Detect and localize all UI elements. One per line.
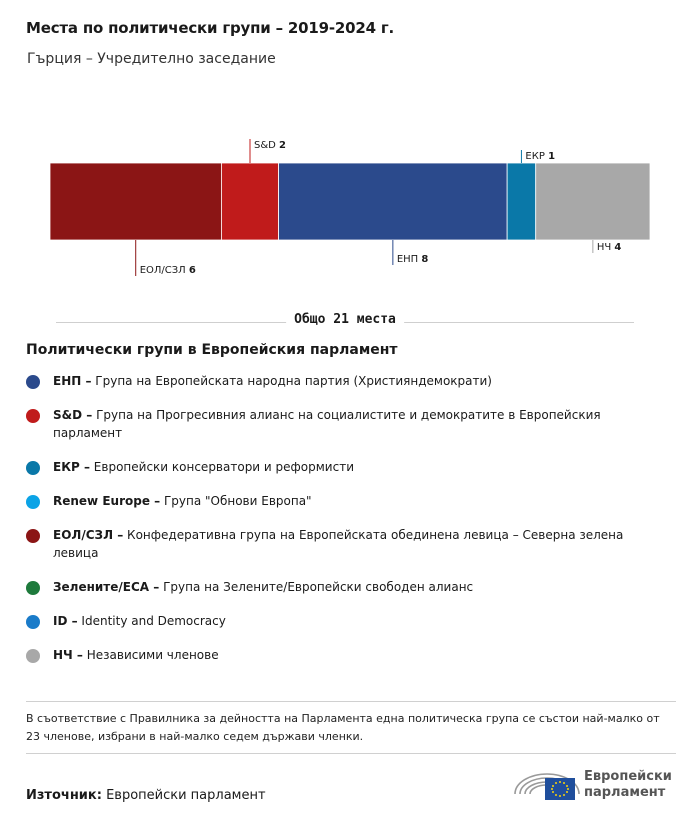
legend-item-abbr: НЧ – [53, 648, 83, 662]
legend-circle-icon [26, 461, 40, 475]
segment-label-5: НЧ 4 [596, 242, 622, 253]
seat-bar-chart [0, 130, 700, 290]
chart-title: Места по политически групи – 2019-2024 г. [26, 19, 395, 37]
legend-item-text [53, 406, 653, 442]
ep-logo [512, 764, 682, 804]
legend-item-description: Европейски консерватори и реформисти [89, 460, 354, 474]
legend-item-text [53, 372, 653, 390]
legend-item-abbr: S&D – [53, 408, 93, 422]
legend-circle-icon [26, 409, 40, 423]
legend-item-text [53, 458, 653, 476]
segment-label-2: S&D 2 [254, 140, 286, 151]
segment-label-1: ЕОЛ/СЗЛ 6 [139, 265, 196, 276]
segment-label-3: ЕНП 8 [396, 254, 429, 265]
total-seats-label: Общо 21 места [286, 312, 404, 327]
bar-segment-3 [279, 163, 508, 240]
chart-subtitle: Гърция – Учредително заседание [27, 51, 276, 67]
bar-segment-2 [221, 163, 278, 240]
logo-line-2: парламент [584, 785, 666, 800]
legend-item-text [53, 492, 653, 510]
legend-circle-icon [26, 529, 40, 543]
legend-item-description: Група на Прогресивния алианс на социалистите и демократите в Европейския парламент [53, 408, 601, 440]
legend-item-text [53, 578, 653, 596]
source [26, 788, 266, 803]
note-top-rule [26, 701, 676, 702]
legend-item-description: Група на Европейската народна партия (Християндемократи) [91, 374, 492, 388]
source-text: Европейски парламент [101, 788, 266, 803]
legend-item-abbr: ЕОЛ/СЗЛ – [53, 528, 124, 542]
legend-circle-icon [26, 649, 40, 663]
bar-segment-5 [536, 163, 650, 240]
legend-circle-icon [26, 495, 40, 509]
legend-item-abbr: ЕНП – [53, 374, 92, 388]
bar-segment-4 [507, 163, 536, 240]
legend-item-description: Независими членове [82, 648, 219, 662]
ep-hemicycle-icon [512, 764, 582, 804]
legend-item-description: Конфедеративна група на Европейската обединена левица – Северна зелена левица [53, 528, 624, 560]
legend-item-description: Група на Зелените/Европейски свободен алианс [159, 580, 474, 594]
legend-title: Политически групи в Европейския парламент [26, 342, 398, 358]
legend-item-description: Identity and Democracy [77, 614, 226, 628]
footnote: В съответствие с Правилника за дейността на Парламента една политическа група се състои най-малко от 23 членове, избрани в най-малко седем държави членки. [26, 712, 660, 743]
legend-circle-icon [26, 581, 40, 595]
note-bottom-rule [26, 753, 676, 754]
legend-item-abbr: ЕКР – [53, 460, 90, 474]
legend-item-abbr: ID – [53, 614, 78, 628]
legend-item-description: Група "Обнови Европа" [160, 494, 312, 508]
legend-item-text [53, 612, 653, 630]
segment-label-4: ЕКР 1 [525, 151, 556, 162]
legend-item-abbr: Зелените/ЕСА – [53, 580, 160, 594]
legend-circle-icon [26, 615, 40, 629]
legend-item-text [53, 526, 653, 562]
legend-item-abbr: Renew Europe – [53, 494, 161, 508]
legend-item-text [53, 646, 653, 664]
source-label: Източник: [26, 788, 102, 803]
legend-circle-icon [26, 375, 40, 389]
bar-segment-1 [50, 163, 221, 240]
logo-line-1: Европейски [584, 769, 672, 784]
total-seats-row [56, 312, 634, 332]
